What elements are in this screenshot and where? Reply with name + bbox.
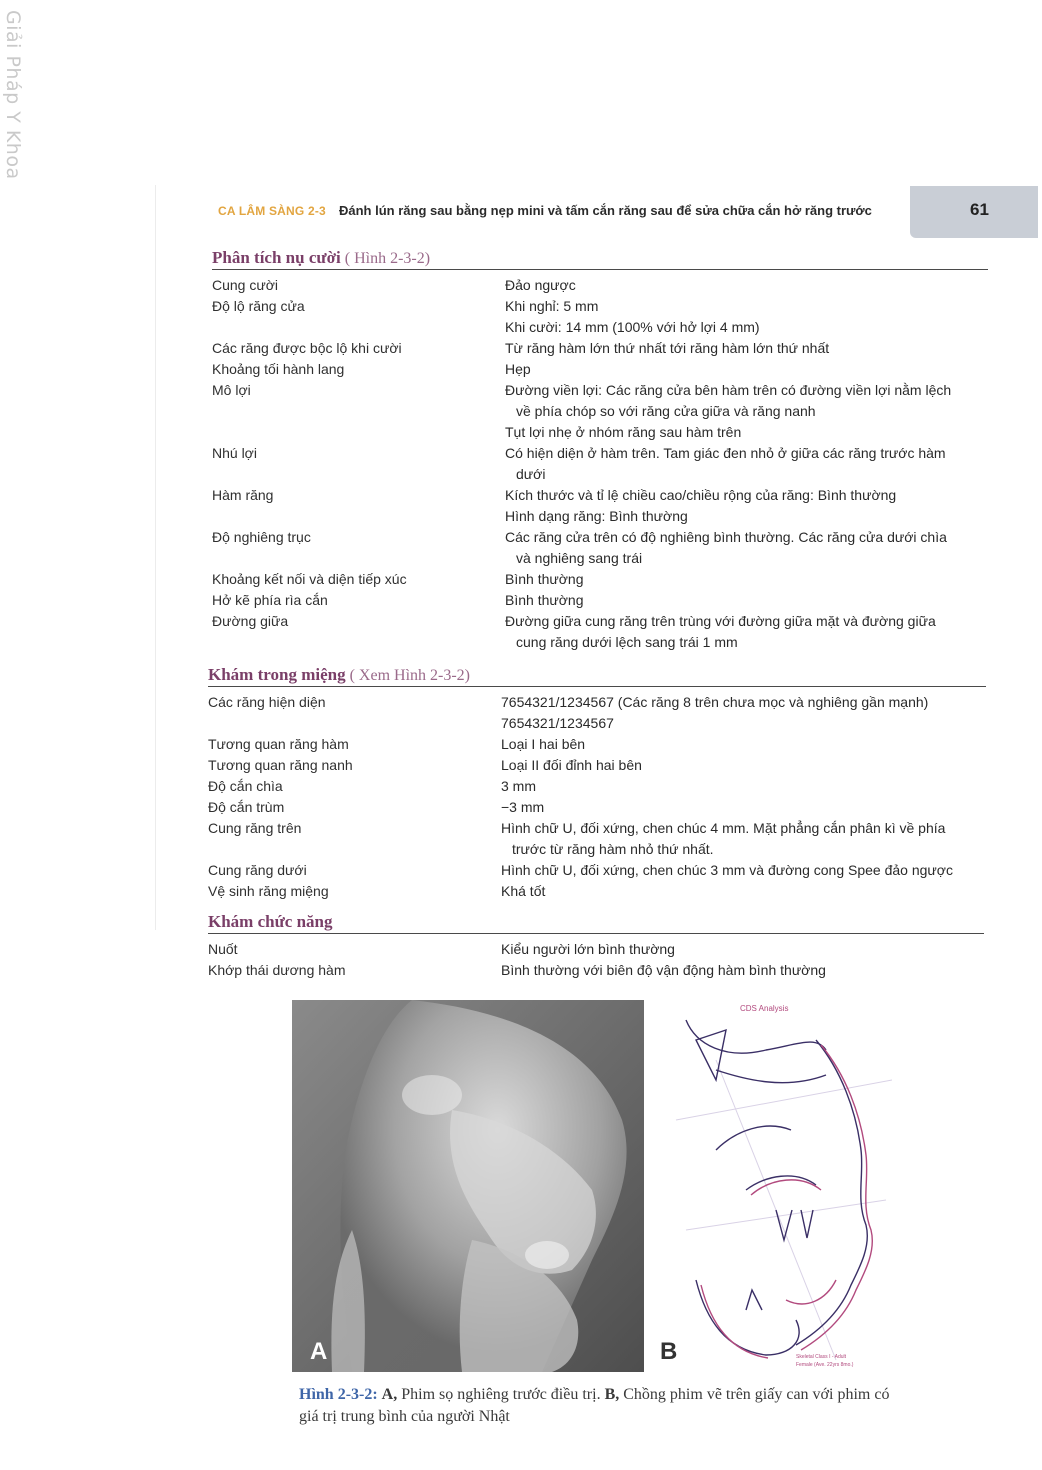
row-values [505,485,988,527]
section-figure-ref: ( Xem Hình 2-3-2) [345,667,470,684]
tracing-title: CDS Analysis [740,1004,789,1013]
row-label: Hở kẽ phía rìa cắn [212,592,328,608]
section-smile-analysis [212,247,988,653]
row-value-line: Đường giữa cung răng trên trùng với đường giữa mặt và đường giữa [505,613,936,629]
row-values [505,275,988,296]
page-number: 61 [970,200,989,219]
figure-2-3-2 [292,1000,892,1372]
figure-caption [299,1384,909,1428]
row-value-line: Bình thường [505,571,584,587]
row-values [505,611,988,653]
row-label: Tương quan răng hàm [208,736,349,752]
row-values [505,296,988,338]
section-title-text: Phân tích nụ cười [212,248,341,267]
section-rule [208,933,984,934]
row-value-line: dưới [516,466,546,482]
row-value-line: Loại I hai bên [501,736,586,752]
row-value-line: Khá tốt [501,883,546,899]
table-row [208,960,984,981]
section-figure-ref: ( Hình 2-3-2) [340,250,431,267]
row-value-line: Khi nghỉ: 5 mm [505,298,599,314]
row-label: Cung răng dưới [208,862,307,878]
row-value-line: Kích thước và tỉ lệ chiều cao/chiều rộng của răng: Bình thường [505,487,897,503]
row-label: Cung răng trên [208,820,302,836]
row-value-line: cung răng dưới lệch sang trái 1 mm [516,634,738,650]
caption-a-text: Phim sọ nghiêng trước điều trị. [397,1386,605,1403]
page-number-tab [910,186,1038,238]
row-label: Mô lợi [212,382,251,398]
row-values [505,443,988,485]
caption-b-text: Chồng phim vẽ trên giấy can với phim có giá trị trung bình của người Nhật [299,1386,890,1425]
row-value-line: Kiểu người lớn bình thường [501,941,675,957]
table-row [212,611,988,653]
row-values [501,776,986,797]
cephalometric-xray [292,1000,644,1372]
row-values [505,338,988,359]
row-value-line: về phía chóp so với răng cửa giữa và răng nanh [516,403,816,419]
row-value-line: 3 mm [501,778,536,794]
section-intraoral-exam [208,664,986,902]
table-row [212,569,988,590]
figure-label-a: A [310,1338,328,1365]
table-row [212,443,988,485]
row-value-line: trước từ răng hàm nhỏ thứ nhất. [512,841,714,857]
section-functional-exam [208,911,984,981]
tracing-note-1: Skeletal Class I - Adult [796,1354,847,1360]
row-values [501,818,986,860]
row-label: Các răng hiện diện [208,694,326,710]
row-value-line: Bình thường [505,592,584,608]
section-title-text: Khám chức năng [208,912,333,931]
row-values [501,797,986,818]
row-value-line: Loại II đối đỉnh hai bên [501,757,642,773]
row-value-line: Đảo ngược [505,277,576,293]
row-label: Cung cười [212,277,279,293]
caption-a-marker: A, [381,1386,398,1403]
row-label: Nuốt [208,941,238,957]
row-values [505,569,988,590]
row-values [501,960,984,981]
row-value-line: Bình thường với biên độ vận động hàm bình thường [501,962,826,978]
row-label: Khớp thái dương hàm [208,962,346,978]
row-value-line: 7654321/1234567 [501,715,614,731]
table-row [208,860,986,881]
row-value-line: 7654321/1234567 (Các răng 8 trên chưa mọc và nghiêng gần mạnh) [501,694,929,710]
tracing-note-2: Female (Ave. 22yrs 8mo.) [796,1362,854,1368]
row-value-line: và nghiêng sang trái [516,550,643,566]
row-values [505,590,988,611]
row-values [501,755,986,776]
row-values [501,881,986,902]
row-label: Khoảng tối hành lang [212,361,345,377]
row-label: Vệ sinh răng miệng [208,883,329,899]
row-value-line: Hình chữ U, đối xứng, chen chúc 4 mm. Mặt phẳng cắn phân kì về phía [501,820,946,836]
row-value-line: Tụt lợi nhẹ ở nhóm răng sau hàm trên [505,424,742,440]
table-row [212,485,988,527]
table-row [208,818,986,860]
section-title [208,911,984,933]
table-row [212,590,988,611]
watermark-text: Giải Pháp Y Khoa [2,10,24,180]
row-value-line: Từ răng hàm lớn thứ nhất tới răng hàm lớn thứ nhất [505,340,830,356]
section-rule [208,686,986,687]
row-value-line: Hẹp [505,361,531,377]
row-values [505,380,988,443]
margin-line [155,185,156,930]
cephalometric-tracing [656,1000,892,1372]
row-values [501,860,986,881]
row-label: Hàm răng [212,487,274,503]
running-header [218,200,908,228]
caption-label: Hình 2-3-2: [299,1386,378,1403]
caption-b-marker: B, [604,1386,620,1403]
row-value-line: Đường viền lợi: Các răng cửa bên hàm trên có đường viền lợi nằm lệch [505,382,952,398]
row-label: Đường giữa [212,613,289,629]
row-values [501,692,986,734]
table-row [212,338,988,359]
row-values [505,527,988,569]
row-value-line: Khi cười: 14 mm (100% với hở lợi 4 mm) [505,319,760,335]
row-label: Nhú lợi [212,445,257,461]
row-label: Khoảng kết nối và diện tiếp xúc [212,571,407,587]
table-row [212,380,988,443]
table-row [208,881,986,902]
row-value-line: Hình dạng răng: Bình thường [505,508,688,524]
section-title-text: Khám trong miệng [208,665,346,684]
table-row [208,939,984,960]
table-row [212,359,988,380]
section-title [212,247,988,269]
row-values [505,359,988,380]
table-row [208,755,986,776]
row-value-line: −3 mm [501,799,545,815]
table-row [212,296,988,338]
case-label: CA LÂM SÀNG 2-3 [218,204,326,218]
table-row [208,734,986,755]
row-values [501,734,986,755]
table-row [208,776,986,797]
section-rule [212,269,988,270]
row-label: Độ cắn trùm [208,799,285,815]
row-value-line: Hình chữ U, đối xứng, chen chúc 3 mm và đường cong Spee đảo ngược [501,862,953,878]
row-label: Các răng được bộc lộ khi cười [212,340,402,356]
row-value-line: Có hiện diện ở hàm trên. Tam giác đen nhỏ ở giữa các răng trước hàm [505,445,946,461]
row-label: Độ lộ răng cửa [212,298,305,314]
figure-label-b: B [660,1338,678,1365]
section-title [208,664,986,686]
table-row [212,275,988,296]
table-row [208,692,986,734]
row-label: Độ nghiêng trục [212,529,311,545]
row-values [501,939,984,960]
table-row [208,797,986,818]
header-title: Đánh lún răng sau bằng nẹp mini và tấm cắn răng sau để sửa chữa cắn hở răng trước [339,203,872,218]
table-row [212,527,988,569]
row-value-line: Các răng cửa trên có độ nghiêng bình thường. Các răng cửa dưới chìa [505,529,947,545]
row-label: Độ cắn chìa [208,778,283,794]
row-label: Tương quan răng nanh [208,757,353,773]
